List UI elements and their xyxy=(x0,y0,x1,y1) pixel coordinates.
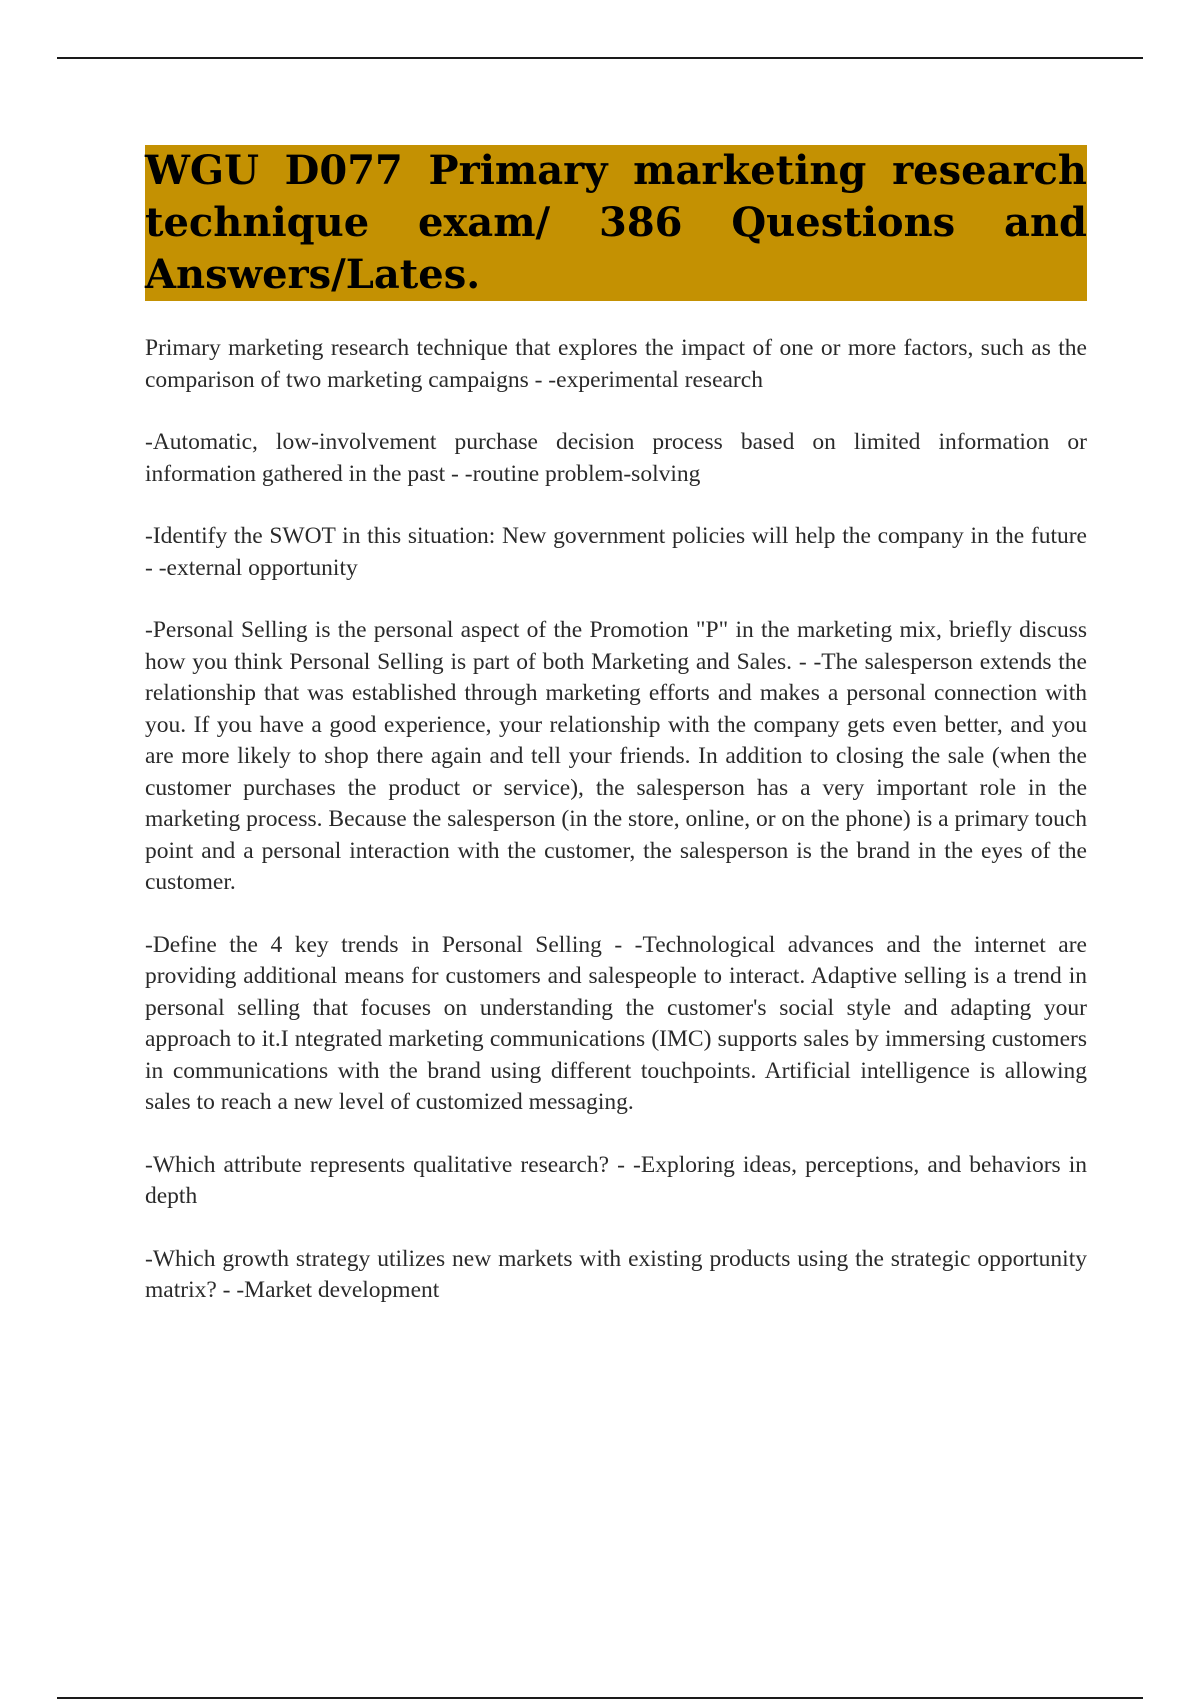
top-rule xyxy=(57,57,1143,59)
qa-entry: -Which attribute represents qualitative research? - -Exploring ideas, perceptions, and behaviors in depth xyxy=(145,1151,1087,1209)
qa-entry: -Which growth strategy utilizes new markets with existing products using the strategic opportunity matrix? - -Market development xyxy=(145,1245,1087,1303)
document-title: WGU D077 Primary marketing research technique exam/ 386 Questions and Answers/Lates. xyxy=(145,145,1087,301)
qa-entry: Primary marketing research technique that explores the impact of one or more factors, such as the comparison of two marketing campaigns - -experimental research xyxy=(145,335,1087,393)
document-body xyxy=(145,145,1087,1338)
bottom-rule xyxy=(57,1697,1143,1699)
qa-entry: -Personal Selling is the personal aspect of the Promotion "P" in the marketing mix, briefly discuss how you think Personal Selling is part of both Marketing and Sales. - -The salesperson extends the relationship that was established through marketing efforts and makes a personal connection with you. If you have a good experience, your relationship with the company gets even better, and you are more likely to shop there again and tell your friends. In addition to closing the sale (when the customer purchases the product or service), the salesperson has a very important role in the marketing process. Because the salesperson (in the store, online, or on the phone) is a primary touch point and a personal interaction with the customer, the salesperson is the brand in the eyes of the customer. xyxy=(145,617,1087,895)
qa-entry: -Identify the SWOT in this situation: New government policies will help the company in the future - -external opportunity xyxy=(145,523,1087,581)
qa-entry: -Define the 4 key trends in Personal Selling - -Technological advances and the internet are providing additional means for customers and salespeople to interact. Adaptive selling is a trend in personal selling that focuses on understanding the customer's social style and adapting your approach to it.I ntegrated marketing communications (IMC) supports sales by immersing customers in communications with the brand using different touchpoints. Artificial intelligence is allowing sales to reach a new level of customized messaging. xyxy=(145,931,1087,1115)
qa-entry: -Automatic, low-involvement purchase decision process based on limited information or information gathered in the past - -routine problem-solving xyxy=(145,429,1087,487)
